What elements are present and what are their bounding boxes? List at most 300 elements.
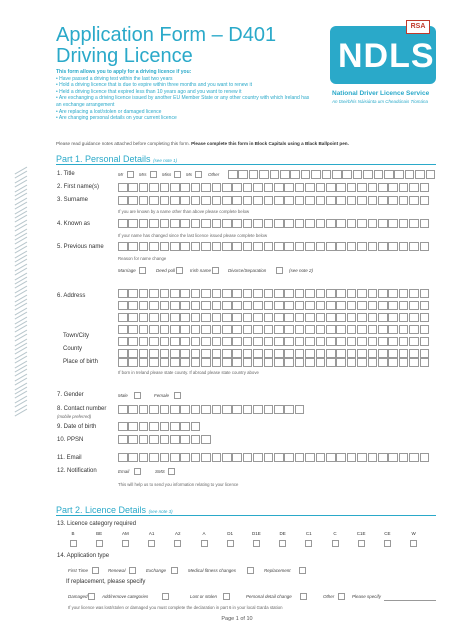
address-line2-cell[interactable] [388,301,398,310]
date-of-birth-cell[interactable] [180,422,190,431]
address-line2-cell[interactable] [368,301,378,310]
previous-name-cell[interactable] [201,242,211,251]
place-of-birth-cell[interactable] [336,358,346,367]
contact-number-cell[interactable] [170,405,180,414]
place-of-birth-cell[interactable] [222,358,232,367]
address-line3-cell[interactable] [149,313,159,322]
address-line5-cell[interactable] [139,337,149,346]
email-cell[interactable] [160,453,170,462]
address-line6-cell[interactable] [139,349,149,358]
known-as-cell[interactable] [118,219,128,228]
address-line4-cell[interactable] [399,325,409,334]
address-line3-cell[interactable] [388,313,398,322]
address-line3-cell[interactable] [420,313,430,322]
surname-cell[interactable] [243,196,253,205]
ppsn-cell[interactable] [128,435,138,444]
place-of-birth-cell[interactable] [170,358,180,367]
surname-cell[interactable] [264,196,274,205]
previous-name-cell[interactable] [264,242,274,251]
reason-marriage-checkbox[interactable] [139,267,146,274]
email-cell[interactable] [212,453,222,462]
address-line1-cell[interactable] [305,289,315,298]
address-line4-cell[interactable] [170,325,180,334]
first-names-cell[interactable] [180,183,190,192]
address-line1-cell[interactable] [368,289,378,298]
type-replacement-checkbox[interactable] [299,567,306,574]
previous-name-cell[interactable] [128,242,138,251]
ppsn-cell[interactable] [170,435,180,444]
address-line6-cell[interactable] [222,349,232,358]
repl-damaged-checkbox[interactable] [88,593,95,600]
address-line2-cell[interactable] [295,301,305,310]
contact-number-cell[interactable] [222,405,232,414]
known-as-cell[interactable] [201,219,211,228]
address-line1-cell[interactable] [274,289,284,298]
known-as-cell[interactable] [326,219,336,228]
address-line6-cell[interactable] [201,349,211,358]
address-line3-cell[interactable] [253,313,263,322]
address-line2-cell[interactable] [357,301,367,310]
address-line6-cell[interactable] [160,349,170,358]
address-line1-cell[interactable] [201,289,211,298]
address-line1-cell[interactable] [149,289,159,298]
surname-cell[interactable] [388,196,398,205]
type-firsttime-checkbox[interactable] [92,567,99,574]
address-line5-cell[interactable] [149,337,159,346]
address-line2-cell[interactable] [409,301,419,310]
known-as-cell[interactable] [347,219,357,228]
address-line6-cell[interactable] [118,349,128,358]
first-names-cell[interactable] [253,183,263,192]
place-of-birth-cell[interactable] [201,358,211,367]
address-line5-cell[interactable] [388,337,398,346]
address-line3-cell[interactable] [212,313,222,322]
place-of-birth-cell[interactable] [316,358,326,367]
address-line6-cell[interactable] [409,349,419,358]
known-as-cell[interactable] [399,219,409,228]
licence-category-checkbox[interactable] [332,540,339,547]
contact-number-cell[interactable] [180,405,190,414]
place-of-birth-cell[interactable] [180,358,190,367]
address-line5-cell[interactable] [357,337,367,346]
address-line5-cell[interactable] [212,337,222,346]
known-as-cell[interactable] [336,219,346,228]
title-other-cell[interactable] [405,170,415,179]
address-line4-cell[interactable] [388,325,398,334]
place-of-birth-cell[interactable] [326,358,336,367]
surname-cell[interactable] [295,196,305,205]
previous-name-cell[interactable] [284,242,294,251]
address-line1-cell[interactable] [295,289,305,298]
address-line6-cell[interactable] [357,349,367,358]
first-names-cell[interactable] [316,183,326,192]
contact-number-cell[interactable] [212,405,222,414]
address-line1-cell[interactable] [253,289,263,298]
first-names-cell[interactable] [191,183,201,192]
type-exchange-checkbox[interactable] [171,567,178,574]
email-cell[interactable] [305,453,315,462]
reason-divorce-checkbox[interactable] [276,267,283,274]
ppsn-cell[interactable] [149,435,159,444]
address-line5-cell[interactable] [316,337,326,346]
address-line3-cell[interactable] [295,313,305,322]
address-line3-cell[interactable] [409,313,419,322]
contact-number-cell[interactable] [264,405,274,414]
first-names-cell[interactable] [347,183,357,192]
previous-name-cell[interactable] [388,242,398,251]
address-line4-cell[interactable] [212,325,222,334]
first-names-cell[interactable] [368,183,378,192]
address-line4-cell[interactable] [243,325,253,334]
address-line6-cell[interactable] [399,349,409,358]
previous-name-cell[interactable] [160,242,170,251]
address-line5-cell[interactable] [336,337,346,346]
place-of-birth-cell[interactable] [388,358,398,367]
address-line3-cell[interactable] [274,313,284,322]
title-other-cell[interactable] [228,170,238,179]
first-names-cell[interactable] [212,183,222,192]
known-as-cell[interactable] [264,219,274,228]
contact-number-cell[interactable] [284,405,294,414]
title-other-cell[interactable] [238,170,248,179]
address-line4-cell[interactable] [409,325,419,334]
address-line6-cell[interactable] [128,349,138,358]
address-line5-cell[interactable] [180,337,190,346]
surname-cell[interactable] [378,196,388,205]
address-line3-cell[interactable] [191,313,201,322]
previous-name-cell[interactable] [336,242,346,251]
address-line4-cell[interactable] [295,325,305,334]
previous-name-cell[interactable] [357,242,367,251]
address-line2-cell[interactable] [128,301,138,310]
previous-name-cell[interactable] [191,242,201,251]
first-names-cell[interactable] [388,183,398,192]
known-as-cell[interactable] [305,219,315,228]
address-line2-cell[interactable] [420,301,430,310]
surname-cell[interactable] [284,196,294,205]
address-line6-cell[interactable] [305,349,315,358]
address-line4-cell[interactable] [420,325,430,334]
address-line1-cell[interactable] [118,289,128,298]
surname-cell[interactable] [191,196,201,205]
address-line4-cell[interactable] [368,325,378,334]
address-line4-cell[interactable] [201,325,211,334]
address-line2-cell[interactable] [191,301,201,310]
address-line6-cell[interactable] [326,349,336,358]
address-line5-cell[interactable] [399,337,409,346]
place-of-birth-cell[interactable] [139,358,149,367]
licence-category-checkbox[interactable] [227,540,234,547]
place-of-birth-cell[interactable] [295,358,305,367]
ppsn-cell[interactable] [191,435,201,444]
email-cell[interactable] [368,453,378,462]
contact-number-cell[interactable] [139,405,149,414]
repl-other-checkbox[interactable] [338,593,345,600]
licence-category-checkbox[interactable] [305,540,312,547]
first-names-cell[interactable] [118,183,128,192]
address-line5-cell[interactable] [326,337,336,346]
address-line3-cell[interactable] [160,313,170,322]
address-line5-cell[interactable] [305,337,315,346]
email-cell[interactable] [274,453,284,462]
surname-cell[interactable] [180,196,190,205]
address-line3-cell[interactable] [118,313,128,322]
address-line6-cell[interactable] [212,349,222,358]
address-line1-cell[interactable] [409,289,419,298]
notify-email-checkbox[interactable] [134,468,141,475]
licence-category-checkbox[interactable] [122,540,129,547]
address-line1-cell[interactable] [399,289,409,298]
title-other-cell[interactable] [363,170,373,179]
address-line4-cell[interactable] [274,325,284,334]
surname-cell[interactable] [357,196,367,205]
contact-number-cell[interactable] [232,405,242,414]
previous-name-cell[interactable] [305,242,315,251]
first-names-cell[interactable] [336,183,346,192]
title-other-cell[interactable] [322,170,332,179]
address-line1-cell[interactable] [264,289,274,298]
previous-name-cell[interactable] [232,242,242,251]
title-other-cell[interactable] [290,170,300,179]
address-line2-cell[interactable] [201,301,211,310]
first-names-cell[interactable] [305,183,315,192]
known-as-cell[interactable] [378,219,388,228]
surname-cell[interactable] [347,196,357,205]
place-of-birth-cell[interactable] [284,358,294,367]
address-line2-cell[interactable] [139,301,149,310]
address-line2-cell[interactable] [305,301,315,310]
date-of-birth-cell[interactable] [149,422,159,431]
surname-cell[interactable] [253,196,263,205]
address-line2-cell[interactable] [243,301,253,310]
surname-cell[interactable] [368,196,378,205]
title-other-cell[interactable] [280,170,290,179]
known-as-cell[interactable] [149,219,159,228]
known-as-cell[interactable] [284,219,294,228]
licence-category-checkbox[interactable] [174,540,181,547]
address-line1-cell[interactable] [191,289,201,298]
first-names-cell[interactable] [149,183,159,192]
address-line5-cell[interactable] [222,337,232,346]
surname-cell[interactable] [274,196,284,205]
address-line1-cell[interactable] [284,289,294,298]
address-line3-cell[interactable] [357,313,367,322]
surname-cell[interactable] [160,196,170,205]
title-other-cell[interactable] [353,170,363,179]
title-mr-checkbox[interactable] [127,171,134,178]
address-line3-cell[interactable] [326,313,336,322]
place-of-birth-cell[interactable] [420,358,430,367]
address-line5-cell[interactable] [160,337,170,346]
address-line6-cell[interactable] [232,349,242,358]
repl-personal-checkbox[interactable] [300,593,307,600]
place-of-birth-cell[interactable] [212,358,222,367]
licence-category-checkbox[interactable] [201,540,208,547]
email-cell[interactable] [378,453,388,462]
email-cell[interactable] [170,453,180,462]
surname-cell[interactable] [118,196,128,205]
address-line3-cell[interactable] [139,313,149,322]
address-line5-cell[interactable] [201,337,211,346]
address-line2-cell[interactable] [180,301,190,310]
title-other-cell[interactable] [311,170,321,179]
address-line6-cell[interactable] [180,349,190,358]
address-line3-cell[interactable] [284,313,294,322]
address-line6-cell[interactable] [243,349,253,358]
previous-name-cell[interactable] [274,242,284,251]
address-line5-cell[interactable] [191,337,201,346]
previous-name-cell[interactable] [347,242,357,251]
known-as-cell[interactable] [212,219,222,228]
title-other-cell[interactable] [342,170,352,179]
known-as-cell[interactable] [170,219,180,228]
ppsn-cell[interactable] [139,435,149,444]
known-as-cell[interactable] [368,219,378,228]
known-as-cell[interactable] [274,219,284,228]
email-cell[interactable] [118,453,128,462]
known-as-cell[interactable] [409,219,419,228]
address-line1-cell[interactable] [170,289,180,298]
place-of-birth-cell[interactable] [264,358,274,367]
email-cell[interactable] [149,453,159,462]
email-cell[interactable] [357,453,367,462]
address-line6-cell[interactable] [316,349,326,358]
known-as-cell[interactable] [180,219,190,228]
contact-number-cell[interactable] [243,405,253,414]
place-of-birth-cell[interactable] [149,358,159,367]
address-line1-cell[interactable] [160,289,170,298]
previous-name-cell[interactable] [378,242,388,251]
address-line1-cell[interactable] [180,289,190,298]
address-line1-cell[interactable] [139,289,149,298]
licence-category-checkbox[interactable] [358,540,365,547]
address-line4-cell[interactable] [316,325,326,334]
place-of-birth-cell[interactable] [128,358,138,367]
place-of-birth-cell[interactable] [347,358,357,367]
address-line3-cell[interactable] [232,313,242,322]
date-of-birth-cell[interactable] [118,422,128,431]
first-names-cell[interactable] [222,183,232,192]
place-of-birth-cell[interactable] [118,358,128,367]
place-of-birth-cell[interactable] [368,358,378,367]
address-line2-cell[interactable] [170,301,180,310]
place-of-birth-cell[interactable] [399,358,409,367]
address-line4-cell[interactable] [264,325,274,334]
title-other-cell[interactable] [301,170,311,179]
address-line1-cell[interactable] [336,289,346,298]
address-line3-cell[interactable] [243,313,253,322]
address-line6-cell[interactable] [420,349,430,358]
surname-cell[interactable] [336,196,346,205]
licence-category-checkbox[interactable] [253,540,260,547]
previous-name-cell[interactable] [295,242,305,251]
address-line6-cell[interactable] [149,349,159,358]
known-as-cell[interactable] [253,219,263,228]
email-cell[interactable] [284,453,294,462]
address-line4-cell[interactable] [222,325,232,334]
email-cell[interactable] [253,453,263,462]
licence-category-checkbox[interactable] [96,540,103,547]
contact-number-cell[interactable] [128,405,138,414]
reason-irishname-checkbox[interactable] [212,267,219,274]
first-names-cell[interactable] [295,183,305,192]
address-line1-cell[interactable] [232,289,242,298]
email-cell[interactable] [128,453,138,462]
date-of-birth-cell[interactable] [128,422,138,431]
first-names-cell[interactable] [274,183,284,192]
licence-category-checkbox[interactable] [384,540,391,547]
address-line5-cell[interactable] [420,337,430,346]
email-cell[interactable] [139,453,149,462]
known-as-cell[interactable] [357,219,367,228]
previous-name-cell[interactable] [212,242,222,251]
first-names-cell[interactable] [326,183,336,192]
email-cell[interactable] [232,453,242,462]
title-other-cell[interactable] [384,170,394,179]
address-line5-cell[interactable] [284,337,294,346]
first-names-cell[interactable] [264,183,274,192]
address-line6-cell[interactable] [253,349,263,358]
title-other-cell[interactable] [249,170,259,179]
address-line2-cell[interactable] [160,301,170,310]
address-line5-cell[interactable] [232,337,242,346]
title-miss-checkbox[interactable] [174,171,181,178]
title-other-cell[interactable] [259,170,269,179]
licence-category-checkbox[interactable] [148,540,155,547]
address-line1-cell[interactable] [212,289,222,298]
address-line2-cell[interactable] [378,301,388,310]
address-line2-cell[interactable] [326,301,336,310]
address-line2-cell[interactable] [118,301,128,310]
address-line6-cell[interactable] [264,349,274,358]
address-line4-cell[interactable] [180,325,190,334]
address-line3-cell[interactable] [378,313,388,322]
address-line4-cell[interactable] [128,325,138,334]
surname-cell[interactable] [222,196,232,205]
date-of-birth-cell[interactable] [160,422,170,431]
address-line2-cell[interactable] [399,301,409,310]
type-renewal-checkbox[interactable] [129,567,136,574]
previous-name-cell[interactable] [170,242,180,251]
contact-number-cell[interactable] [201,405,211,414]
address-line5-cell[interactable] [128,337,138,346]
address-line6-cell[interactable] [284,349,294,358]
first-names-cell[interactable] [201,183,211,192]
email-cell[interactable] [180,453,190,462]
email-cell[interactable] [316,453,326,462]
address-line4-cell[interactable] [326,325,336,334]
surname-cell[interactable] [128,196,138,205]
type-medical-checkbox[interactable] [247,567,254,574]
surname-cell[interactable] [149,196,159,205]
address-line2-cell[interactable] [149,301,159,310]
address-line4-cell[interactable] [232,325,242,334]
first-names-cell[interactable] [160,183,170,192]
address-line6-cell[interactable] [368,349,378,358]
email-cell[interactable] [409,453,419,462]
specify-input[interactable] [384,600,436,601]
gender-female-checkbox[interactable] [174,392,181,399]
address-line4-cell[interactable] [357,325,367,334]
place-of-birth-cell[interactable] [191,358,201,367]
email-cell[interactable] [191,453,201,462]
reason-deedpoll-checkbox[interactable] [176,267,183,274]
first-names-cell[interactable] [420,183,430,192]
address-line4-cell[interactable] [305,325,315,334]
surname-cell[interactable] [212,196,222,205]
address-line5-cell[interactable] [347,337,357,346]
address-line3-cell[interactable] [170,313,180,322]
